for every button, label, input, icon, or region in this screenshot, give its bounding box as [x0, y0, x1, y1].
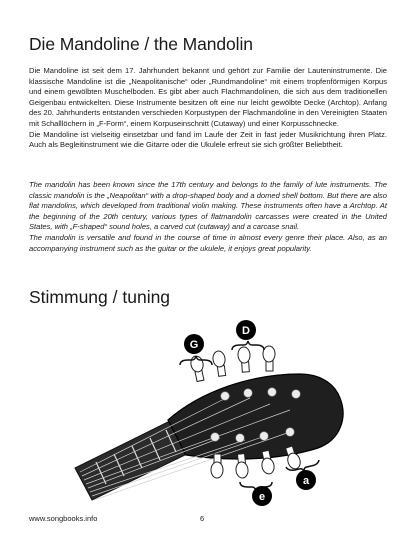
tuning-heading: Stimmung / tuning: [29, 287, 171, 307]
page-title: Die Mandoline / the Mandolin: [29, 34, 253, 54]
string-label-d: [236, 320, 256, 340]
svg-text:a: a: [302, 475, 310, 487]
mandolin-neck: [75, 420, 185, 500]
svg-text:e: e: [258, 491, 266, 503]
svg-text:D: D: [242, 325, 250, 337]
string-label-e: [252, 486, 272, 506]
top-tuning-pegs: [189, 346, 275, 382]
german-paragraph-1: Die Mandoline ist seit dem 17. Jahrhundert bekannt und gehört zur Familie der Lauteninstrumente. Die klassische Mandoline ist die „Neapolitanische“ oder „Rundmandoline“ mit einem tropfenförmigen Korpus und einem gewölbten Muschelboden. Es gibt aber auch Flachmandolinen, die sich aus dem traditionellen Geigenbau entwickelten. Diese Instrumente besitzen oft eine nur leicht gewölbte Decke (Archtop). Anfang des 20. Jahrhunderts entstanden verschieden Korpustypen der Flachmandoline in den Vereinigten Staaten mit Schalllöchern in „F-Form“, einem Korpuseinschnitt (Cutaway) und einer Korpusschnecke.: [29, 66, 387, 128]
english-paragraph-1: The mandolin has been known since the 17th century and belongs to the family of lute instruments. The classic mandolin is the „Neapolitan“ with a drop-shaped body and a domed shell bottom. But there are also flat mandolins, which developed from traditional violin making. These instruments often have a Archtop. At the beginning of the 20th century, various types of flatmandolin carcasses were created in the United States, with „F-shaped“ sound holes, a carved cut (cutaway) and a carcase snail.: [29, 180, 387, 232]
svg-text:G: G: [189, 339, 199, 351]
english-paragraph-2: The mandolin is versatile and found in the course of time in almost every genre their place. Also, as an accompanying instrument such as the guitar or the ukulele, it enjoys great popularity.: [29, 232, 387, 253]
german-paragraph-2: Die Mandoline ist vielseitig einsetzbar und fand im Laufe der Zeit in fast jeder Musikrichtung ihren Platz. Auch als Begleitinstrument wie die Gitarre oder die Ukulele erfreut sie sich größter Beliebtheit.: [29, 129, 387, 150]
string-label-a: [296, 470, 316, 490]
page-number: 6: [200, 514, 205, 523]
footer-url: www.songbooks.info: [29, 514, 98, 523]
string-label-g: [184, 334, 204, 354]
